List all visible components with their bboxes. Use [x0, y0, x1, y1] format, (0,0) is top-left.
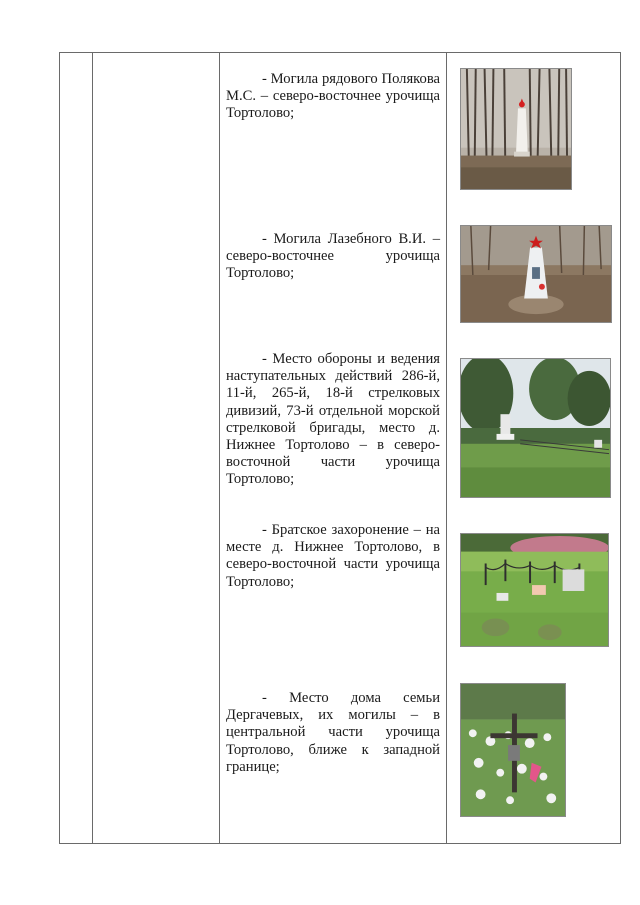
table-column-line-2 — [92, 52, 93, 844]
table-bottom-border — [59, 843, 621, 844]
photo-obelisk-in-forest — [460, 68, 572, 190]
row-5-description: - Место дома семьи Дергачевых, их могилы – в центральной части урочища Тортолово, ближе к западной границе; — [226, 690, 440, 775]
table-top-border — [59, 52, 621, 53]
table-column-line-4 — [446, 52, 447, 844]
row-2-description: - Могила Лазебного В.И. – северо-восточнее урочища Тортолово; — [226, 231, 440, 282]
photo-memorial-with-fence — [460, 358, 611, 498]
table-column-line-5 — [620, 52, 621, 844]
row-1-description: - Могила рядового Полякова М.С. – северо-восточнее урочища Тортолово; — [226, 71, 440, 122]
photo-cross-in-meadow — [460, 683, 566, 817]
row-4-description: - Братское захоронение – на месте д. Нижнее Тортолово, в северо-восточной части урочища Тортолово; — [226, 522, 440, 590]
table-column-line-1 — [59, 52, 60, 844]
row-3-description: - Место обороны и ведения наступательных действий 286-й, 11-й, 265-й, 18-й стрелковых дивизий, 73-й отдельной морской стрелковой бригады, место д. Нижнее Тортолово – в северо-восточной части урочища Тортолово; — [226, 351, 440, 488]
photo-mass-grave-chain-fence — [460, 533, 609, 647]
table-column-line-3 — [219, 52, 220, 844]
photo-white-obelisk-red-star — [460, 225, 612, 323]
